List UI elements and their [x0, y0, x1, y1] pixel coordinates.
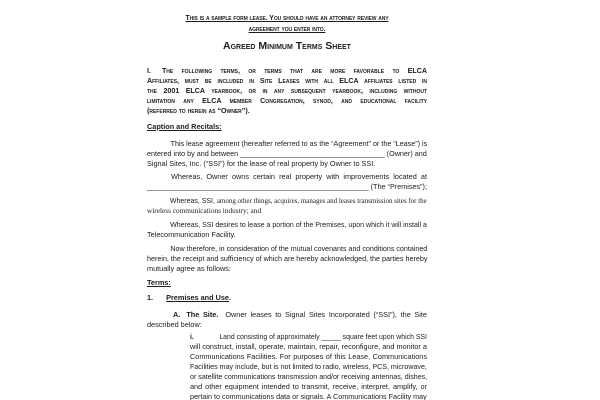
- tab-space: [194, 338, 219, 339]
- text-line: [147, 24, 427, 35]
- text-line: [147, 159, 427, 169]
- attorney-notice: [147, 13, 427, 35]
- text-line: [147, 106, 427, 116]
- text-line: [147, 40, 427, 53]
- tab-space: [153, 299, 166, 300]
- text-run: The Site.: [186, 310, 219, 319]
- text-line: [147, 220, 427, 230]
- text-line: [190, 332, 427, 342]
- text-line: [190, 362, 427, 372]
- text-line: [190, 372, 428, 382]
- para-whereas-desires: [147, 220, 427, 240]
- text-run: Facilities may include, but is not limited to radio, wireless, PCS, microwave,: [190, 362, 427, 371]
- text-line: [147, 13, 427, 24]
- terms-heading: [147, 278, 427, 288]
- para-whereas-owner: [147, 172, 427, 192]
- para-now-therefore: [147, 244, 427, 274]
- caption-recitals-heading: [147, 122, 427, 132]
- text-run: This is a sample form lease. You should have an attorney review any: [185, 15, 389, 22]
- text-line: [147, 172, 427, 182]
- text-run: herein, the receipt and sufficiency of which are hereby acknowledged, the parties hereby: [147, 254, 428, 263]
- text-run: among other things, acquires, manages and leases transmission sites for the: [216, 196, 427, 205]
- text-line: [190, 382, 427, 392]
- text-line: [190, 352, 427, 362]
- text-run: This lease agreement (hereafter referred to as the “Agreement” or the “Lease”) is: [170, 139, 428, 148]
- text-run: the 2001 ELCA yearbook, or in any subsequent yearbook, including without: [147, 87, 427, 95]
- text-run: entered into by and between ____________________________________ (Owner) and: [147, 149, 427, 158]
- text-run: A.: [173, 310, 181, 319]
- title: [147, 40, 427, 53]
- text-line: [147, 278, 427, 288]
- text-line: [147, 182, 425, 192]
- tab-space: [151, 72, 162, 73]
- text-run: 1.: [147, 293, 154, 302]
- text-line: [147, 293, 427, 303]
- text-line: [147, 122, 427, 132]
- text-line: [190, 342, 427, 352]
- text-run: Communications Facilities. For purposes of this Lease, Communications: [190, 352, 427, 361]
- text-line: [147, 254, 428, 264]
- text-run: Whereas, Owner owns certain real property with improvements located at: [171, 172, 427, 181]
- item-i-land: [190, 332, 427, 400]
- item-a-the-site: [147, 310, 427, 330]
- text-line: [147, 86, 427, 96]
- text-run: pertain to communications data or signals. A Communications Facility may: [190, 392, 427, 400]
- text-run: Premises and Use: [166, 293, 229, 302]
- text-run: Land consisting of approximately _____ square feet upon which SSI: [219, 332, 427, 341]
- text-run: wireless communications industry; and: [147, 206, 262, 215]
- text-line: [147, 206, 427, 216]
- text-line: [147, 76, 427, 86]
- text-run: The following terms, or terms that are more favorable to ELCA: [161, 67, 427, 75]
- clause-roman-1: [147, 66, 427, 116]
- text-line: [190, 392, 427, 400]
- text-line: [147, 320, 427, 330]
- text-run: Whereas, SSI,: [169, 196, 217, 205]
- text-line: [147, 96, 427, 106]
- text-run: or satellite communications transmission and/or receiving antennas, dishes,: [190, 372, 428, 381]
- para-whereas-ssi: [147, 196, 427, 216]
- text-run: and other equipment intended to transmit, receive, interpret, amplify, or: [190, 382, 427, 391]
- item-1-premises-and-use: [147, 293, 427, 303]
- text-run: i.: [190, 332, 194, 341]
- text-run: (referred to herein as “Owner”).: [147, 107, 250, 115]
- text-run: will construct, install, operate, maintain, repair, reconfigure, and monitor a: [190, 342, 427, 351]
- text-run: Owner leases to Signal Sites Incorporated (“SSI”), the Site: [225, 310, 427, 319]
- text-run: Now therefore, in consideration of the mutual covenants and conditions contained: [170, 244, 428, 253]
- text-run: Terms:: [147, 278, 171, 287]
- text-run: Affiliates, must be included in Site Leases with all ELCA affiliates listed in: [147, 77, 427, 85]
- text-line: [147, 139, 428, 149]
- text-run: agreement you enter into.: [248, 26, 326, 33]
- text-run: Whereas, SSI desires to lease a portion of the Premises, upon which it will install a: [170, 220, 427, 229]
- text-line: [147, 264, 427, 274]
- text-run: limitation any ELCA member Congregation, synod, and educational facility: [147, 97, 427, 105]
- text-run: Agreed Minimum Terms Sheet: [223, 40, 351, 52]
- text-run: .: [228, 293, 231, 302]
- text-run: mutually agree as follows:: [147, 264, 231, 273]
- para-lease-agreement: [147, 139, 427, 169]
- text-line: [147, 244, 428, 254]
- text-run: I.: [147, 67, 151, 75]
- text-line: [147, 230, 427, 240]
- text-run: Caption and Recitals:: [147, 122, 222, 131]
- text-line: [147, 149, 427, 159]
- text-run: Telecommunication Facility.: [147, 230, 236, 239]
- text-line: [147, 196, 427, 206]
- text-line: [147, 66, 427, 76]
- text-run: _______________________________________________________ (The “Premises”);: [147, 182, 427, 191]
- text-line: [147, 310, 427, 320]
- text-run: Signal Sites, Inc. (“SSI”) for the lease of real property by Owner to SSI.: [147, 159, 376, 168]
- document-body: [147, 13, 427, 400]
- text-run: described below:: [147, 320, 202, 329]
